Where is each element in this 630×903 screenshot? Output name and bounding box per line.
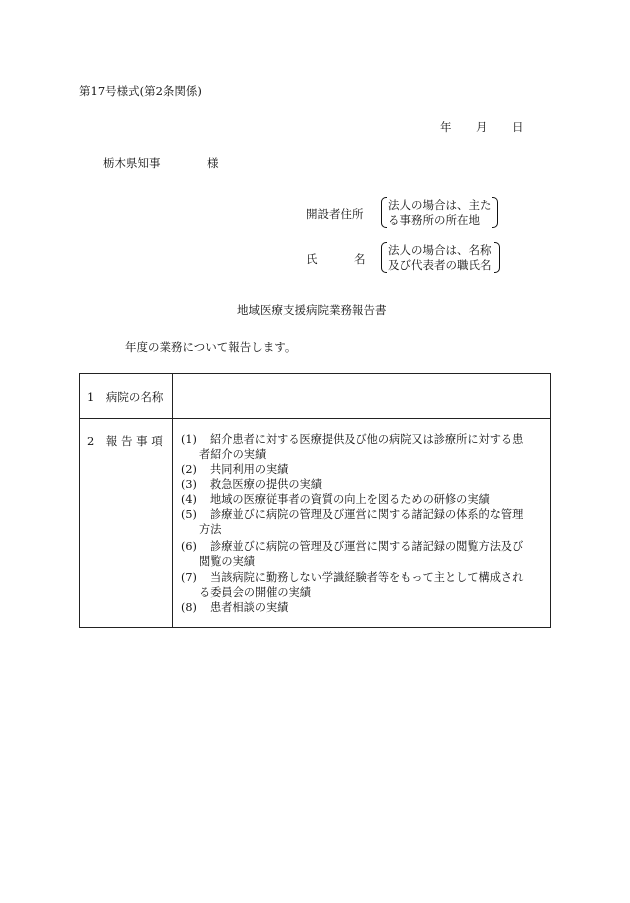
address-bracket-right bbox=[492, 197, 498, 228]
date-month: 月 bbox=[476, 120, 488, 134]
name-bracket-right bbox=[494, 242, 500, 273]
item-number: (1) bbox=[181, 433, 197, 446]
item-number: (7) bbox=[181, 571, 197, 584]
item-text-continued: る委員会の開催の実績 bbox=[199, 586, 311, 599]
name-bracket-left bbox=[381, 242, 387, 273]
item-text: 紹介患者に対する医療提供及び他の病院又は診療所に対する患 bbox=[210, 433, 524, 446]
name-label-last: 名 bbox=[354, 252, 366, 266]
report-table bbox=[79, 373, 551, 628]
item-text: 患者相談の実績 bbox=[210, 601, 289, 614]
table-column-divider bbox=[172, 374, 173, 627]
item-text: 当該病院に勤務しない学識経験者等をもって主として構成され bbox=[210, 571, 524, 584]
date-year: 年 bbox=[440, 120, 452, 134]
intro-text: 年度の業務について報告します。 bbox=[125, 340, 297, 354]
addressee-honorific: 様 bbox=[207, 156, 219, 170]
item-text: 共同利用の実績 bbox=[210, 463, 289, 476]
document-title: 地域医療支援病院業務報告書 bbox=[237, 303, 387, 317]
item-text: 診療並びに病院の管理及び運営に関する諸記録の閲覧方法及び bbox=[210, 540, 524, 553]
item-number: (8) bbox=[181, 601, 197, 614]
item-number: (3) bbox=[181, 478, 197, 491]
item-number: (4) bbox=[181, 493, 197, 506]
name-note-line2: 及び代表者の職氏名 bbox=[388, 258, 492, 272]
item-text: 地域の医療従事者の資質の向上を図るための研修の実績 bbox=[210, 493, 490, 506]
row-report-items-label: 2 報 告 事 項 bbox=[87, 434, 163, 448]
date-day: 日 bbox=[512, 120, 524, 134]
item-text-continued: 閲覧の実績 bbox=[199, 555, 255, 568]
item-number: (2) bbox=[181, 463, 197, 476]
name-note-line1: 法人の場合は、名称 bbox=[388, 243, 492, 257]
address-label: 開設者住所 bbox=[306, 207, 364, 221]
address-note-line2: る事務所の所在地 bbox=[388, 213, 480, 227]
addressee-name: 栃木県知事 bbox=[103, 156, 161, 170]
item-number: (5) bbox=[181, 508, 197, 521]
item-text-continued: 者紹介の実績 bbox=[199, 448, 267, 461]
item-text: 救急医療の提供の実績 bbox=[210, 478, 322, 491]
item-number: (6) bbox=[181, 540, 197, 553]
form-number: 第17号様式(第2条関係) bbox=[79, 84, 202, 98]
table-row-divider bbox=[80, 418, 550, 419]
item-text-continued: 方法 bbox=[199, 523, 222, 536]
name-label-first: 氏 bbox=[306, 252, 318, 266]
row-hospital-name-label: 1 病院の名称 bbox=[87, 390, 164, 404]
item-text: 診療並びに病院の管理及び運営に関する諸記録の体系的な管理 bbox=[210, 508, 524, 521]
address-note-line1: 法人の場合は、主た bbox=[388, 198, 492, 212]
address-bracket-left bbox=[381, 197, 387, 228]
